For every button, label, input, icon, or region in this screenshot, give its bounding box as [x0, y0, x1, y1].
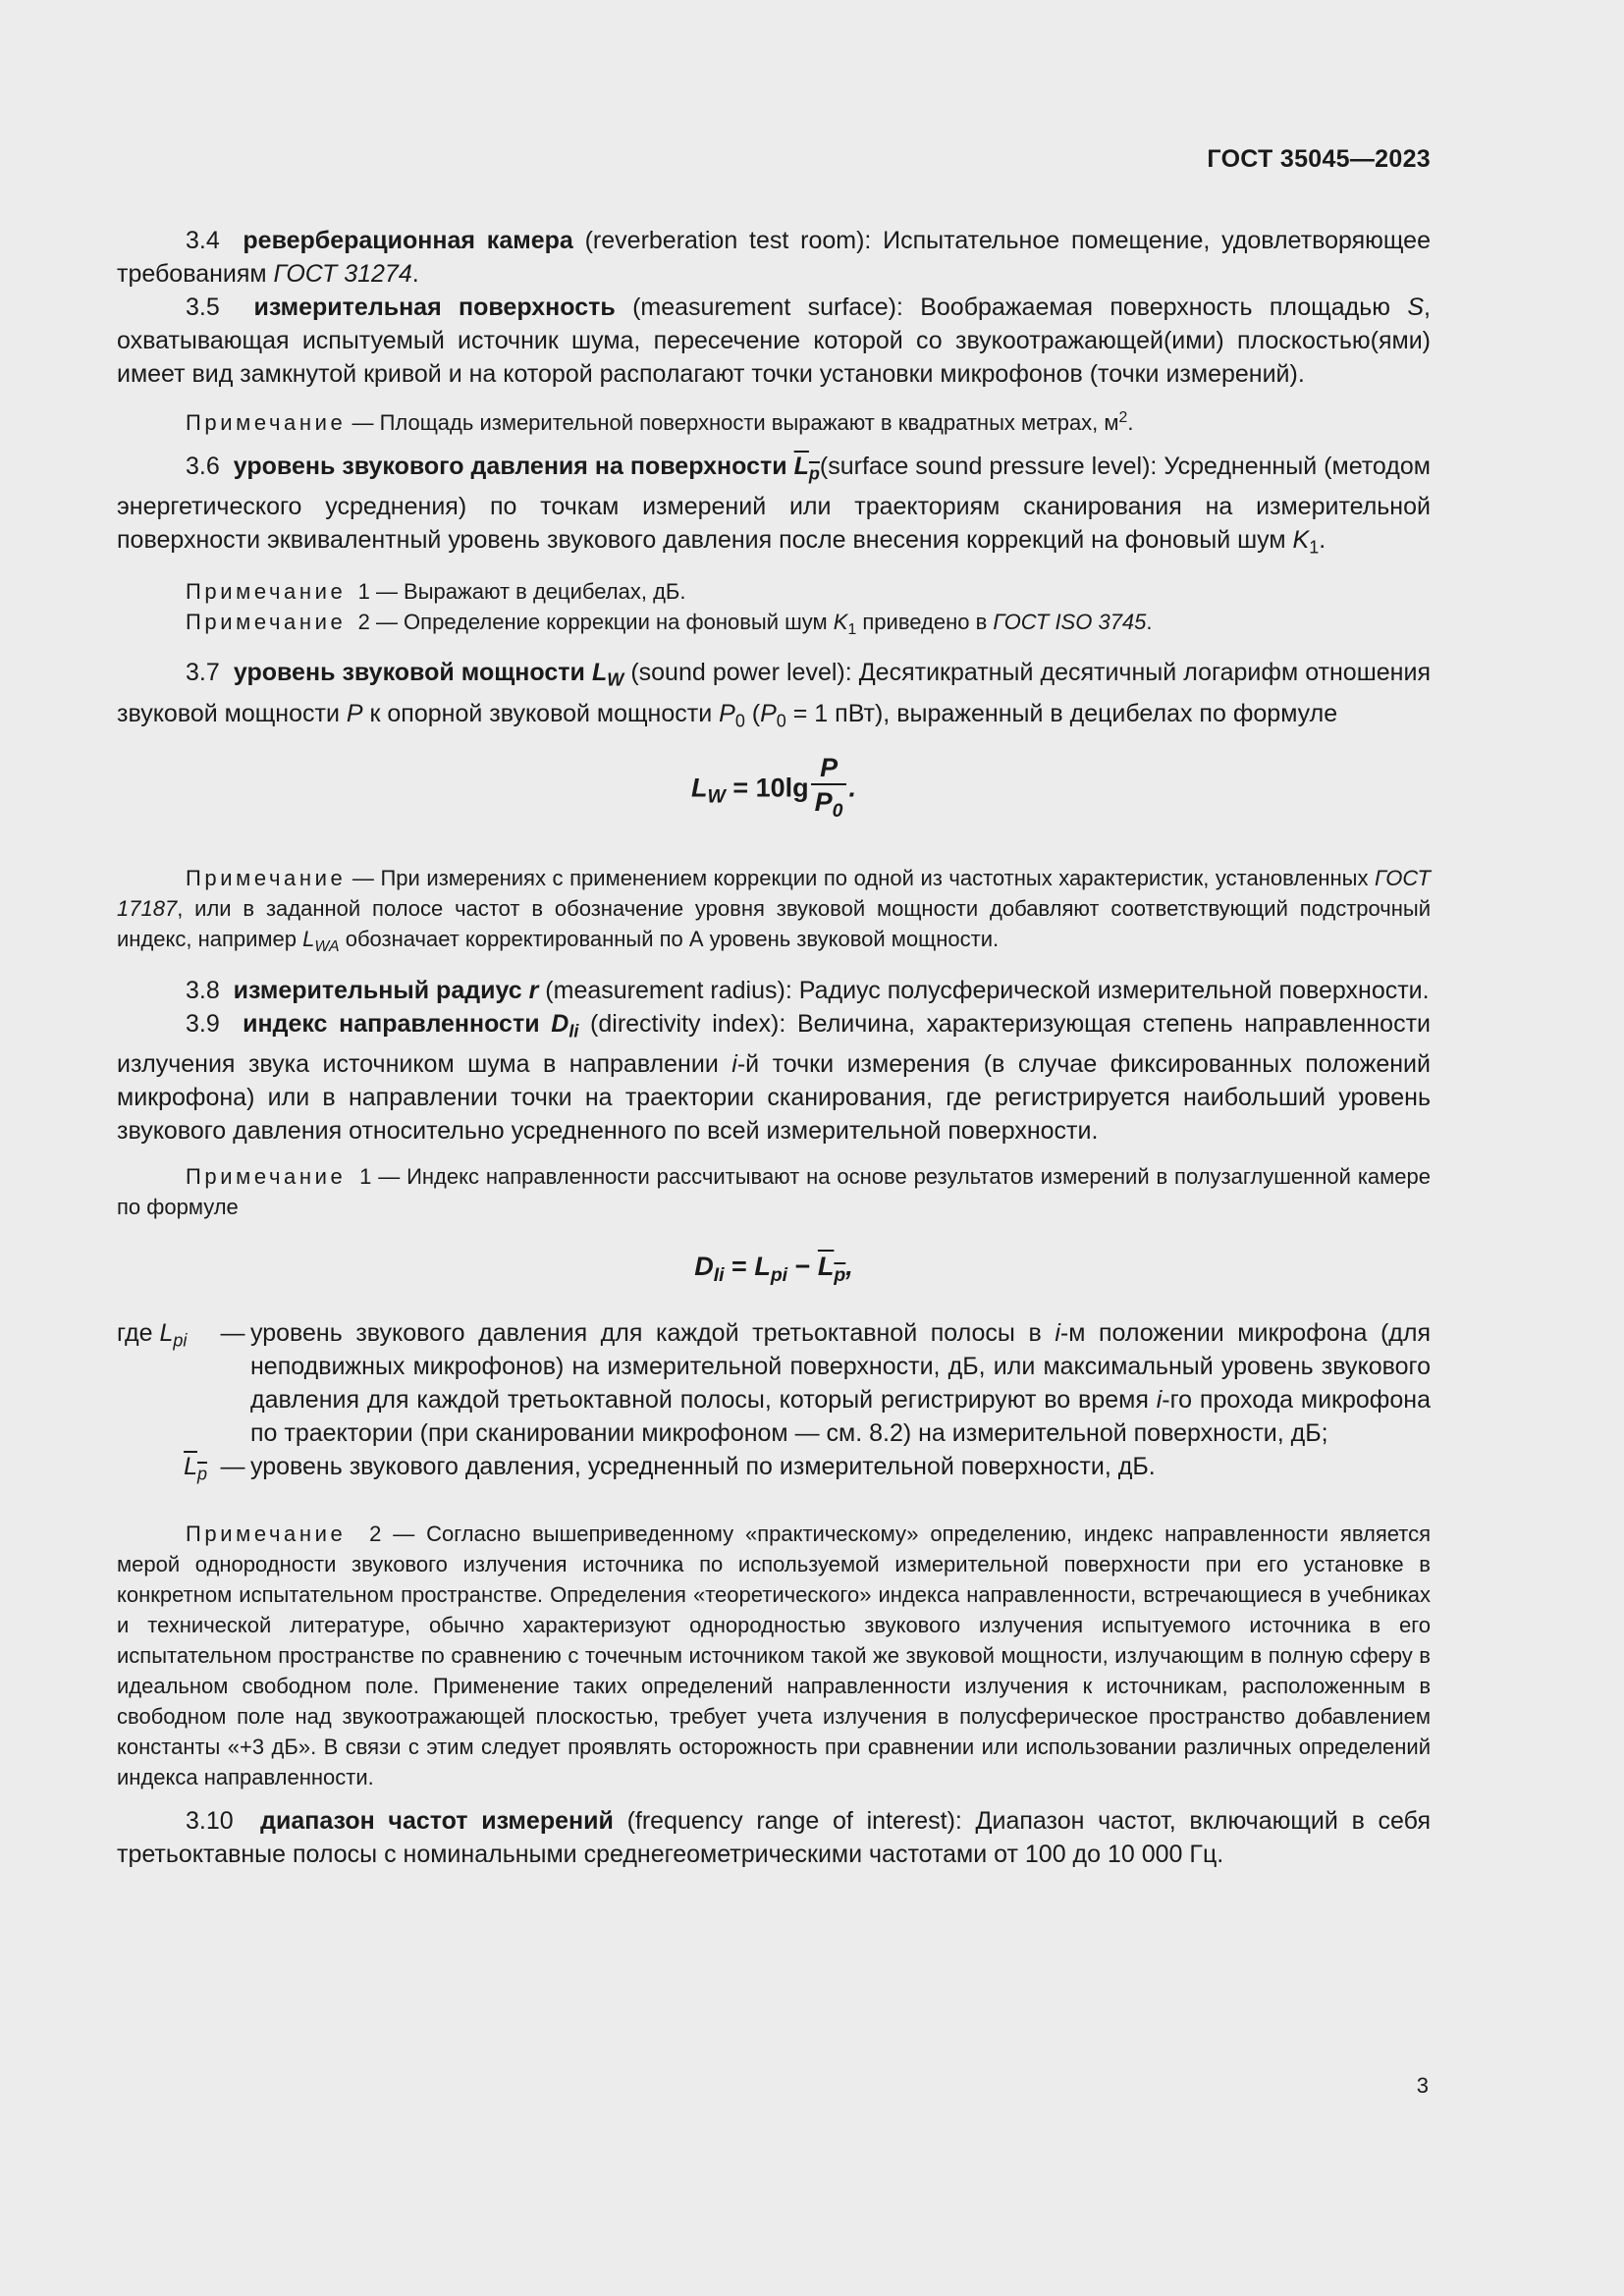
term-english: (frequency range of interest):: [626, 1806, 962, 1835]
symbol: $L_W$: [591, 659, 624, 690]
section-3-10: 3.10 диапазон частот измерений (frequency range of interest): Диапазон частот, включающий в себя третьоктавные полосы с номинальными среднегеометрическими частотами от 100 до 10 000 Гц.: [117, 1806, 1431, 1868]
section-number: 3.4: [186, 227, 220, 254]
section-3-5: [117, 291, 1431, 391]
symbol: S: [1407, 294, 1425, 321]
note-label: Примечание: [186, 409, 347, 435]
term-english: (measurement surface):: [632, 294, 903, 321]
section-number: 3.8: [186, 976, 220, 1004]
note-3-7: Примечание — При измерениях с применением коррекции по одной из частотных характеристик, установленных ГОСТ 17187, или в заданной полосе частот в обозначение уровня звуковой мощности добавляют соответствующий подстрочный индекс, например $L_{WA}$ обозначает корректированный по А уровень звуковой мощности.: [117, 866, 1431, 955]
definition-key: $L_p$: [184, 1453, 207, 1484]
symbol: $L_p$: [793, 452, 820, 484]
term-english: (reverberation test room):: [584, 227, 872, 254]
document-header: ГОСТ 35045—2023: [1207, 145, 1431, 173]
note-3-6-1: Примечание 1 — Выражают в децибелах, дБ.: [186, 578, 686, 604]
symbol: $D_{Ii}$: [551, 1009, 579, 1041]
term: уровень звукового давления на поверхности: [233, 452, 787, 480]
formula-sound-power: $L_W = 10\lg$ $\frac{P}{P_0}$ .: [117, 753, 1431, 822]
symbol-definitions: где $L_{pi}$ — уровень звукового давления для каждой третьоктавной полосы в i-м положении микрофона (для неподвижных микрофонов) на измерительной поверхности, дБ, или максимальный уровень звукового давления для каждой третьоктавной полосы, который регистрируют во время i-го прохода микрофона по траектории (при сканировании микрофоном — см. 8.2) на измерительной поверхности, дБ; $L_p$ — уровень звукового давления, усредненный по измерительной поверхности, дБ.: [117, 1316, 1431, 1490]
note-label: Примечание: [186, 1521, 347, 1546]
page-number: 3: [1416, 2073, 1429, 2098]
note-label: Примечание: [186, 609, 347, 634]
section-number: 3.10: [186, 1806, 234, 1835]
standard-reference: ГОСТ ISO 3745: [993, 609, 1147, 634]
term-english: (surface sound pressure level):: [819, 452, 1158, 480]
term: измерительный радиус: [233, 976, 522, 1004]
section-number: 3.7: [186, 659, 220, 687]
section-3-4: 3.4 реверберационная камера (reverberation test room): Испытательное помещение, удовлетворяющее требованиям ГОСТ 31274.: [117, 227, 1431, 288]
definition-text: , охватывающая испытуемый источник шума, пересечение которой со звукоотражающей(ими) плоскостью(ями) имеет вид замкнутой кривой и на которой располагают точки установки микрофонов (точки измерений).: [117, 294, 1431, 388]
definition-text: Воображаемая поверхность площадью: [902, 294, 1408, 321]
section-3-9: 3.9 индекс направленности $D_{Ii}$ (directivity index): Величина, характеризующая степень направленности излучения звука источником шума в направлении i-й точки измерения (в случае фиксированных положений микрофона) или в направлении точки на траектории сканирования, где регистрируется наибольший уровень звукового давления относительно усредненного по всей измерительной поверхности.: [117, 1009, 1431, 1146]
symbol: r: [528, 976, 539, 1004]
fraction: $\frac{P}{P_0}$: [811, 753, 847, 827]
term: диапазон частот измерений: [260, 1806, 614, 1835]
section-3-7: 3.7 уровень звуковой мощности $L_W$ (sound power level): Десятикратный десятичный логарифм отношения звуковой мощности P к опорной звуковой мощности $P_0$ ($P_0 = 1$ пВт), выраженный в децибелах по формуле: [117, 659, 1431, 731]
note-3-5: Примечание — Площадь измерительной поверхности выражают в квадратных метрах, $м^2$.: [186, 409, 1134, 435]
term-english: (sound power level):: [630, 659, 852, 687]
definition-text: Усредненный (методом энергетического усреднения) по точкам измерений или траекториям сканирования на измерительной поверхности эквивалентный уровень звукового давления после внесения коррекций на фоновый шум: [117, 452, 1431, 555]
formula-directivity-index: $D_{Ii} = L_{pi} - L_p$,: [694, 1252, 853, 1287]
definition-value: уровень звукового давления для каждой третьоктавной полосы в i-м положении микрофона (для неподвижных микрофонов) на измерительной поверхности, дБ, или максимальный уровень звукового давления для каждой третьоктавной полосы, который регистрируют во время i-го прохода микрофона по траектории (при сканировании микрофоном — см. 8.2) на измерительной поверхности, дБ;: [250, 1319, 1431, 1448]
note-3-6-2: Примечание 2 — Определение коррекции на фоновый шум $K_1$ приведено в ГОСТ ISO 3745.: [186, 609, 1153, 638]
term-english: (directivity index):: [590, 1009, 786, 1038]
term: уровень звуковой мощности: [233, 659, 585, 687]
section-number: 3.5: [186, 294, 220, 321]
standard-reference: ГОСТ 31274: [273, 260, 412, 288]
note-text: — Согласно вышеприведенному «практическому» определению, индекс направленности является мерой однородности звукового излучения источника по используемой измерительной поверхности при его установке в конкретном испытательном пространстве. Определения «теоретического» индекса направленности, встречающиеся в учебниках и технической литературе, обычно характеризуют однородностью звукового излучения испытуемого источника в его испытательном пространстве по сравнению с точечным источником такой же звуковой мощности, излучающим в полную сферу в идеальном свободном поле. Применение таких определений направленности излучения к источникам, расположенным в свободном поле над звукоотражающей плоскостью, требует учета излучения в полусферическое пространство добавлением константы «+3 дБ». В связи с этим следует проявлять осторожность при сравнении или использовании различных определений индекса направленности.: [117, 1521, 1431, 1789]
definition-key: где $L_{pi}$: [117, 1319, 188, 1351]
note-text: — Определение коррекции на фоновый шум: [369, 609, 834, 634]
standard-reference: ГОСТ 17187: [117, 866, 1431, 922]
note-3-9-1: Примечание 1 — Индекс направленности рассчитывают на основе результатов измерений в полузаглушенной камере по формуле: [117, 1164, 1432, 1220]
note-text: — Площадь измерительной поверхности выражают в квадратных метрах, м: [346, 409, 1119, 435]
section-3-6: 3.6 уровень звукового давления на поверхности $L_p(surface$ sound pressure level): Усредненный (методом энергетического усреднения) по точкам измерений или траекториям сканирования на измерительной поверхности эквивалентный уровень звукового давления после внесения коррекций на фоновый шум $K_1$.: [117, 452, 1431, 558]
note-label: Примечание: [186, 578, 347, 604]
term: измерительная поверхность: [253, 294, 616, 321]
term-english: (measurement radius):: [545, 976, 792, 1004]
note-label: Примечание: [186, 866, 347, 891]
section-number: 3.6: [186, 452, 220, 480]
note-3-9-2: Примечание 2 — Согласно вышеприведенному «практическому» определению, индекс направленности является мерой однородности звукового излучения источника по используемой измерительной поверхности при его установке в конкретном испытательном пространстве. Определения «теоретического» индекса направленности, встречающиеся в учебниках и технической литературе, обычно характеризуют однородностью звукового излучения испытуемого источника в его испытательном пространстве по сравнению с точечным источником такой же звуковой мощности, излучающим в полную сферу в идеальном свободном поле. Применение таких определений направленности излучения к источникам, расположенным в свободном поле над звукоотражающей плоскостью, требует учета излучения в полусферическое пространство добавлением константы «+3 дБ». В связи с этим следует проявлять осторожность при сравнении или использовании различных определений индекса направленности.: [117, 1521, 1431, 1789]
note-text: — Выражают в децибелах, дБ.: [369, 578, 686, 604]
definition-text: Испытательное помещение, удовлетворяющее требованиям: [117, 227, 1431, 288]
page-content: [117, 224, 1431, 1871]
term: индекс направленности: [243, 1009, 540, 1038]
note-label: Примечание: [186, 1164, 347, 1190]
section-number: 3.9: [186, 1009, 220, 1038]
section-3-8: 3.8 измерительный радиус r (measurement radius): Радиус полусферической измерительной поверхности.: [186, 976, 1430, 1004]
term: реверберационная камера: [243, 227, 573, 254]
definition-value: уровень звукового давления, усредненный по измерительной поверхности, дБ.: [250, 1453, 1156, 1481]
note-text: — Индекс направленности рассчитывают на основе результатов измерений в полузаглушенной камере по формуле: [117, 1164, 1432, 1220]
